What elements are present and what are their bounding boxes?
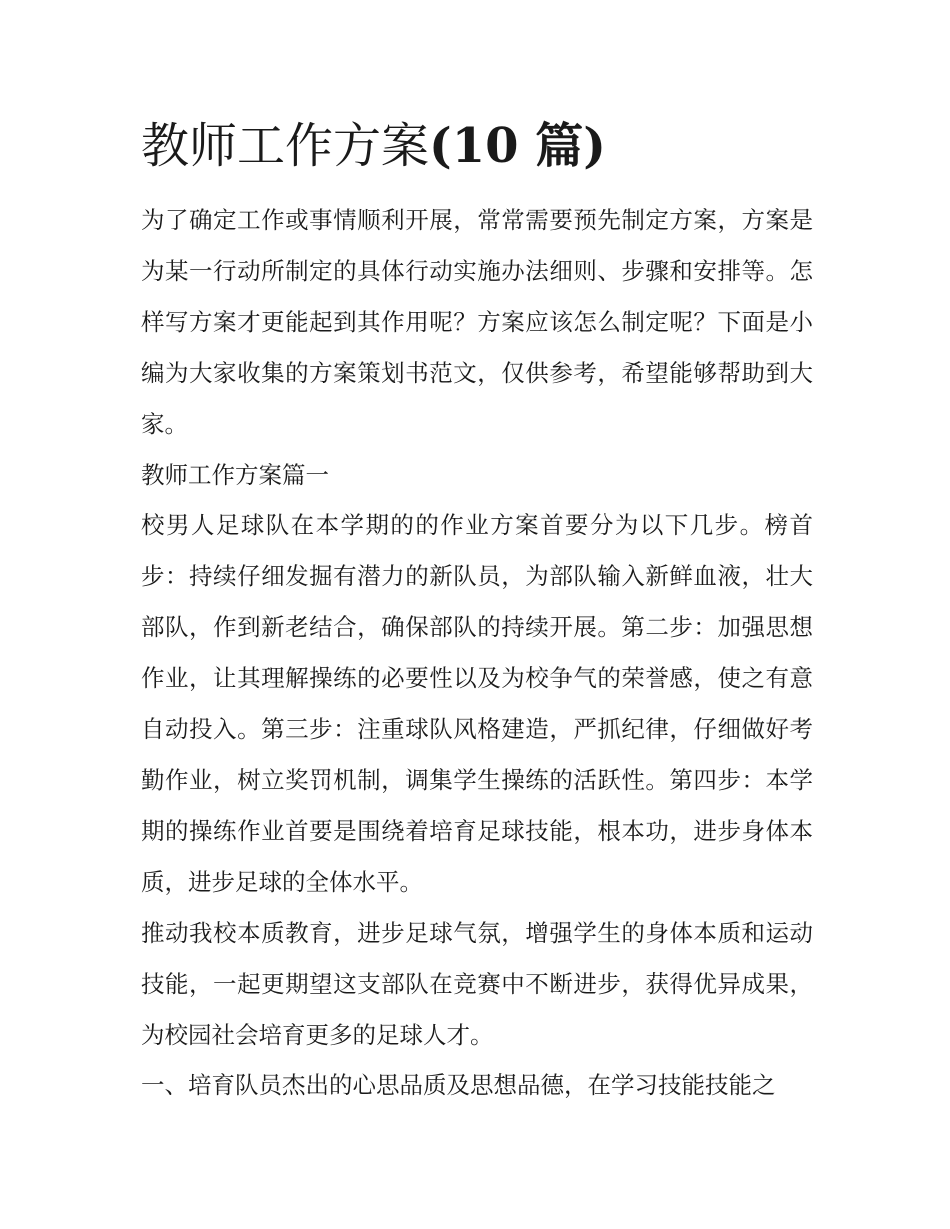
intro-paragraph: 为了确定工作或事情顺利开展，常常需要预先制定方案，方案是为某一行动所制定的具体行动实施办法细则、步骤和安排等。怎样写方案才更能起到其作用呢？方案应该怎么制定呢？下面是小编为大家收集的方案策划书范文，仅供参考，希望能够帮助到大家。: [141, 206, 813, 438]
body-paragraph: 校男人足球队在本学期的的作业方案首要分为以下几步。榜首步：持续仔细发掘有潜力的新队员，为部队输入新鲜血液，壮大部队，作到新老结合，确保部队的持续开展。第二步：加强思想作业，让其理解操练的必要性以及为校争气的荣誉感，使之有意自动投入。第三步：注重球队风格建造，严抓纪律，仔细做好考勤作业，树立奖罚机制，调集学生操练的活跃性。第四步：本学期的操练作业首要是围绕着培育足球技能，根本功，进步身体本质，进步足球的全体水平。: [141, 511, 813, 896]
section-heading: 教师工作方案篇一: [141, 460, 329, 489]
body-paragraph: 一、培育队员杰出的心思品质及思想品德，在学习技能技能之: [141, 1071, 776, 1100]
body-paragraph: 推动我校本质教育，进步足球气氛，增强学生的身体本质和运动技能，一起更期望这支部队在竞赛中不断进步，获得优异成果，为校园社会培育更多的足球人才。: [141, 918, 813, 1049]
title-main: 教师工作方案: [141, 118, 430, 174]
document-title: [141, 110, 813, 182]
document-body: [141, 110, 813, 1111]
title-suffix: (10 篇): [429, 118, 606, 174]
